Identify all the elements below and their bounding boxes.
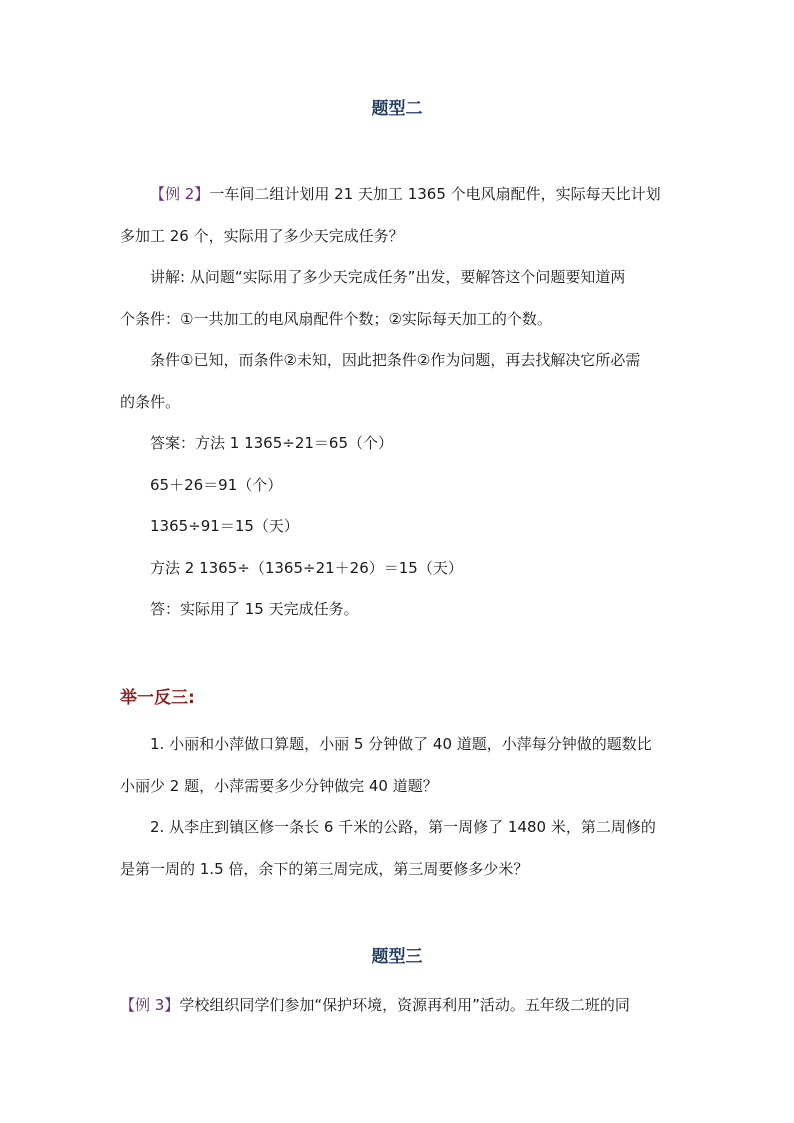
condition-line-2: 的条件。 xyxy=(120,393,181,411)
example-3-line-1 xyxy=(120,994,675,1016)
section-heading-type-3: 题型三 xyxy=(371,947,423,967)
example-2-text-1: 一车间二组计划用 21 天加工 1365 个电风扇配件，实际每天比计划 xyxy=(209,185,661,203)
answer-line-4: 方法 2 1365÷（1365÷21＋26）＝15（天） xyxy=(150,559,463,577)
example-2-line-2: 多加工 26 个，实际用了多少天完成任务？ xyxy=(120,227,404,245)
example-3-tag: 【例 3】 xyxy=(120,996,180,1014)
practice-heading: 举一反三: xyxy=(120,688,195,708)
answer-line-2: 65＋26＝91（个） xyxy=(150,476,283,494)
practice-q1-line-2: 小丽少 2 题，小萍需要多少分钟做完 40 道题？ xyxy=(120,777,438,795)
practice-q2-line-1: 2. 从李庄到镇区修一条长 6 千米的公路，第一周修了 1480 米，第二周修的 xyxy=(150,818,656,836)
answer-line-3: 1365÷91＝15（天） xyxy=(150,517,299,535)
example-2-tag: 【例 2】 xyxy=(150,185,210,203)
condition-line-1: 条件①已知，而条件②未知，因此把条件②作为问题，再去找解决它所必需 xyxy=(150,351,641,369)
practice-q2-line-2: 是第一周的 1.5 倍，余下的第三周完成，第三周要修多少米？ xyxy=(120,860,529,878)
example-2-line-1 xyxy=(150,183,675,205)
answer-line-5: 答：实际用了 15 天完成任务。 xyxy=(150,600,359,618)
practice-q1-line-1: 1. 小丽和小萍做口算题，小丽 5 分钟做了 40 道题，小萍每分钟做的题数比 xyxy=(150,735,652,753)
explanation-line-1: 讲解: 从问题“实际用了多少天完成任务”出发，要解答这个问题要知道两 xyxy=(150,268,626,286)
answer-line-1: 答案：方法 1 1365÷21＝65（个） xyxy=(150,434,393,452)
example-3-text-1: 学校组织同学们参加“保护环境，资源再利用”活动。五年级二班的同 xyxy=(179,996,630,1014)
section-heading-type-2: 题型二 xyxy=(371,99,423,119)
explanation-line-2: 个条件：①一共加工的电风扇配件个数；②实际每天加工的个数。 xyxy=(120,310,552,328)
